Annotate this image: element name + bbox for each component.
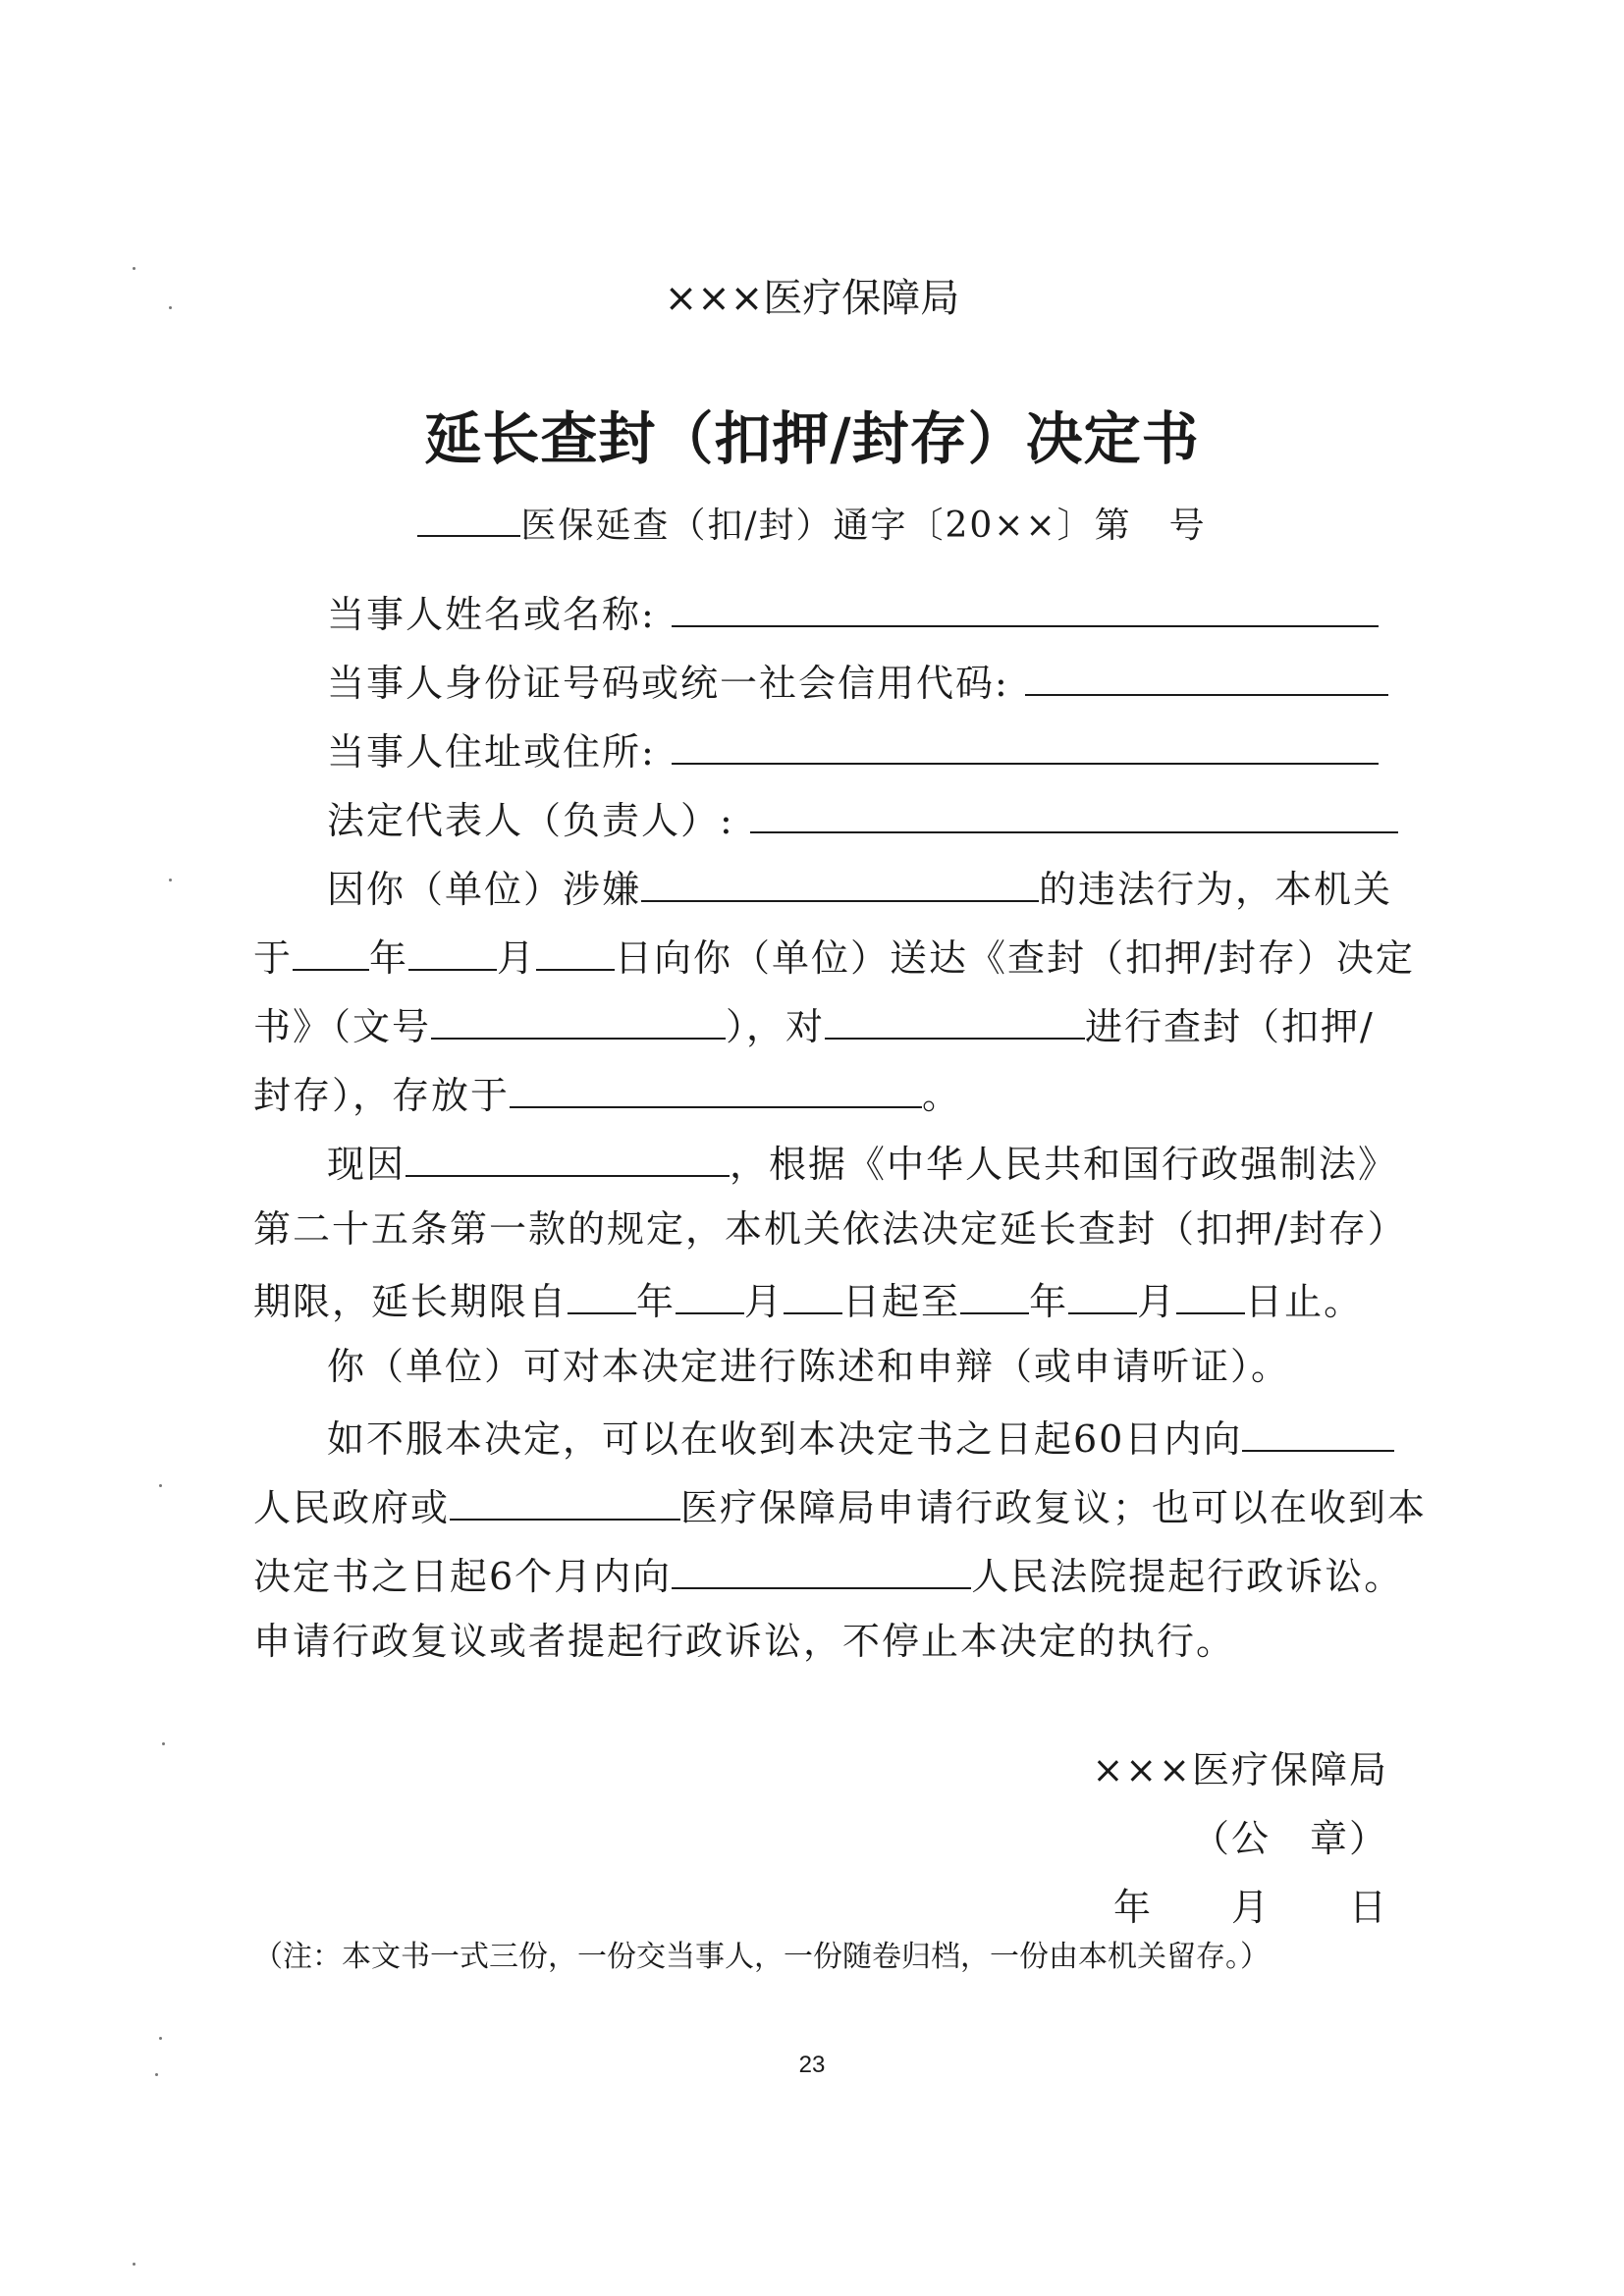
bureau-blank [450,1479,680,1521]
party-name-row [327,586,1379,635]
text-segment: 年 [1029,1280,1069,1323]
text-segment: 期限，延长期限自 [253,1280,568,1323]
text-segment: 如不服本决定，可以在收到本决定书之日起60日内向 [327,1417,1243,1461]
para1-line3 [253,998,1375,1047]
para4-line1 [327,1411,1394,1460]
text-segment: 年 [636,1280,677,1323]
text-segment: 进行查封（扣押/ [1085,1005,1375,1048]
scan-speck [133,267,135,270]
legal-rep-row [327,792,1398,841]
party-id-row [327,655,1388,704]
legal-rep-label: 法定代表人（负责人）: [327,799,734,842]
party-address-label: 当事人住址或住所: [327,730,656,774]
para4-line4 [253,1617,1235,1666]
text-segment: 书》（文号 [253,1005,432,1048]
text-segment: 日止。 [1245,1280,1364,1323]
doc-ref-blank [431,998,726,1040]
text-segment: 你（单位）可对本决定进行陈述和申辩（或申请听证）。 [327,1345,1291,1388]
para2-line1 [327,1136,1397,1185]
end-year-blank [960,1273,1029,1314]
signature-organization: ×××医疗保障局 [1092,1748,1388,1791]
scan-speck [155,2073,158,2076]
text-segment: 现因 [327,1143,406,1186]
para1-line4 [253,1067,961,1116]
reason-blank [406,1136,730,1177]
year-blank [293,930,369,971]
para1-line2 [253,930,1415,979]
start-month-blank [676,1273,744,1314]
scan-speck [133,2263,135,2266]
court-blank [672,1548,971,1589]
signature-date: 年 月 日 [1112,1886,1388,1929]
para3-line1 [327,1342,1290,1391]
text-segment: 第二十五条第一款的规定，本机关依法决定延长查封（扣押/封存） [253,1207,1407,1251]
government-blank [1242,1411,1394,1452]
party-id-label: 当事人身份证号码或统一社会信用代码: [327,662,1009,705]
text-segment: 。 [922,1074,962,1117]
party-id-blank [1025,655,1388,696]
day-blank [536,930,615,971]
text-segment: 人民政府或 [253,1486,451,1529]
scan-speck [169,306,172,309]
object-blank [825,998,1085,1040]
text-segment: 于 [253,936,294,980]
document-number [0,496,1624,548]
text-segment: 人民法院提起行政诉讼。 [971,1555,1404,1598]
text-segment: ），对 [726,1005,826,1048]
doc-prefix-blank [417,496,520,537]
party-address-row [327,723,1379,773]
footnote: （注：本文书一式三份，一份交当事人，一份随卷归档，一份由本机关留存。） [253,1940,1270,1974]
text-segment: 申请行政复议或者提起行政诉讼，不停止本决定的执行。 [253,1620,1236,1663]
start-year-blank [568,1273,636,1314]
party-name-label: 当事人姓名或名称: [327,593,656,636]
text-segment: 决定书之日起6个月内向 [253,1555,673,1598]
para4-line3 [253,1548,1403,1597]
party-name-blank [672,586,1379,627]
text-segment: 月 [744,1280,785,1323]
document-title: 延长查封（扣押/封存）决定书 [424,405,1200,472]
page-number: 23 [798,2052,826,2078]
month-blank [408,930,497,971]
end-day-blank [1176,1273,1245,1314]
party-address-blank [672,723,1379,765]
violation-blank [641,861,1039,902]
text-segment: 月 [1137,1280,1177,1323]
text-segment: 的违法行为，本机关 [1039,868,1393,911]
scan-speck [159,1484,162,1487]
scan-speck [159,2037,162,2040]
legal-rep-blank [750,792,1398,833]
storage-location-blank [510,1067,922,1108]
para1-line1 [327,861,1392,910]
start-day-blank [784,1273,842,1314]
para2-line2 [253,1204,1407,1254]
text-segment: 日起至 [842,1280,961,1323]
scan-speck [169,879,172,881]
text-segment: 年 [369,936,409,980]
para4-line2 [253,1479,1427,1528]
text-segment: ，根据《中华人民共和国行政强制法》 [730,1143,1398,1186]
text-segment: 因你（单位）涉嫌 [327,868,642,911]
text-segment: 封存），存放于 [253,1074,511,1117]
text-segment: 日向你（单位）送达《查封（扣押/封存）决定 [615,936,1415,980]
text-segment: 月 [497,936,537,980]
end-month-blank [1068,1273,1137,1314]
para2-line3 [253,1273,1363,1322]
doc-number-text: 医保延查（扣/封）通字〔20××〕第 号 [520,506,1207,546]
issuing-organization: ×××医疗保障局 [664,276,960,321]
text-segment: 医疗保障局申请行政复议；也可以在收到本 [680,1486,1428,1529]
official-seal: （公 章） [1191,1817,1388,1860]
scan-speck [162,1742,165,1745]
